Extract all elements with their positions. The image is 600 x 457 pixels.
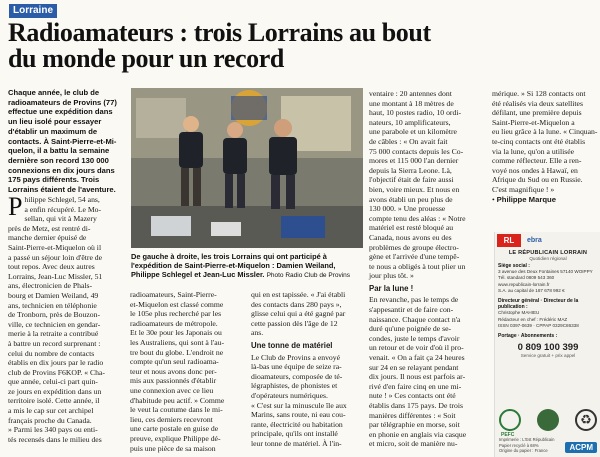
text-line: sur 24 en se relayant pendant [369, 362, 459, 372]
text-line: mores et 115 000 l'an dernier [369, 156, 459, 166]
text-line: ans. [251, 328, 264, 338]
text-line: bien, voire mieux. Et nous en [369, 184, 460, 194]
text-line: des contacts dans 280 pays », [251, 299, 342, 309]
text-line: contacts. À Saint-Pierre-et-Mi- [8, 136, 117, 146]
text-line: duré qu'une poignée de se- [369, 324, 452, 334]
caption-line-text: Philippe Schlegel et Jean-Luc Missler. [131, 270, 265, 279]
text-line: merie à la retraite a contribué [8, 329, 99, 339]
text-line: compte tenu des aléas : « Notre [369, 213, 466, 223]
text-line: nateurs, 10 amplificateurs, [369, 117, 451, 127]
text-line: voyé nos ondes à Hawaï, en [492, 165, 578, 175]
text-line: condes, juste le temps d'avoir [369, 333, 460, 343]
text-line: et-Miquelon est classé comme [130, 299, 224, 309]
text-line: ville, ce technicien en gendar- [8, 319, 101, 329]
text-line: Lorrains, Jean-Luc Missler, 51 [8, 271, 103, 281]
capital-line: S.A. au capital de 187 678 992 € [498, 287, 565, 293]
text-line: près de Metz, est rentré di- [8, 223, 91, 233]
signature [492, 195, 600, 205]
text-line: manche dernier épuisé de [8, 233, 87, 243]
text-line: depuis la Sierra Leone. Là, [369, 165, 452, 175]
text-line: matériel est resté bloqué au [369, 223, 454, 233]
text-line: Le Club de Provins a envoyé [251, 352, 341, 362]
photo-credit: Photo Radio Club de Provins [266, 272, 351, 279]
ebra-logo: ebra [527, 237, 542, 244]
text-line: venait. « On a fait ça 24 heures [369, 353, 465, 363]
article-column-1 [8, 192, 124, 444]
rl-logo: RL [497, 234, 521, 247]
text-line: haut, 10 postes radio, 10 ordi- [369, 108, 462, 118]
text-line: que année, celui-ci part quin- [8, 377, 98, 387]
text-line: s'appesantir et de faire con- [369, 305, 454, 315]
text-line: sellan, qui vit à Mazery [24, 214, 97, 224]
text-line: » Parmi les 340 pays ou enti- [8, 425, 98, 435]
pefc-label: PEFC [501, 432, 515, 438]
text-line: te-cinq contacts ont été établis [492, 136, 586, 146]
text-line: l'objectif était de faire aussi [369, 175, 454, 185]
text-line: dernière son record 130 000 [8, 155, 109, 165]
publication-subtitle: Quotidien régional [529, 256, 567, 261]
text-line: a enfin récupéré. Le Mo- [24, 204, 102, 214]
text-line: Saint-Pierre-et-Miquelon a [492, 117, 575, 127]
text-line: établis en dix jours par le radio [8, 358, 104, 368]
direction [495, 296, 600, 331]
text-line: Canada, nous avons eu des [369, 232, 452, 242]
subscription [495, 331, 600, 341]
text-line: dioamateurs, composée de té- [251, 371, 343, 381]
text-line: mis aux passionnés d'établir [130, 376, 217, 386]
print-info-line: Imprimerie : L'Est Républicain [499, 437, 555, 443]
text-line: de câbles : « On avait fait [369, 136, 448, 146]
column-text [251, 353, 367, 449]
masthead-sidebar [494, 232, 600, 457]
recycle-icon: ♻ [575, 409, 597, 431]
text-line: un lieu isolé pour essayer [8, 117, 102, 127]
text-line: défilant, une première depuis [492, 108, 582, 118]
text-line: Saint-Pierre-et-Miquelon où il [8, 242, 102, 252]
text-line: par télégraphie en morse, soit [369, 420, 460, 430]
text-line: d'habitude peu actif. » Comme [130, 395, 225, 405]
text-line: une connexion avec ce lieu [130, 385, 214, 395]
subscription-phone[interactable]: 0 809 100 399 [517, 342, 579, 354]
text-line: et micro, soit de manière nu- [369, 439, 458, 449]
text-line: lieu, ces derniers recevront [130, 414, 213, 424]
text-line: le veut la coutume dans le mi- [130, 405, 223, 415]
subscription-title: Portage · Abonnements : [498, 333, 558, 340]
text-line: teur et nous avons donc per- [130, 366, 217, 376]
text-line: légraphistes, de phonistes et [251, 381, 338, 391]
text-line: tés recensés dans le milieu des [8, 434, 102, 444]
text-line: glisse celui qui a été gagné par [251, 309, 346, 319]
text-line: d'opérateurs numériques. [251, 390, 328, 400]
text-line: gène et l'arrivée d'une tempê- [369, 252, 460, 262]
signature-bullet: • [492, 194, 497, 204]
text-line: Afrique du Sud ou en Russie. [492, 175, 583, 185]
text-line: principale, qu'ils ont installé [251, 429, 338, 439]
text-line: été réalisés via deux satellites [492, 98, 583, 108]
direction-line: Rédacteur en chef : Frédéric MAZ [498, 316, 568, 322]
text-line: une montant à 18 mètres de [369, 98, 454, 108]
column-text [251, 290, 367, 338]
text-line: naissance. Chaque contact n'a [369, 314, 461, 324]
direction-title: Directeur général · Directeur de la publication : [498, 298, 579, 311]
photo-illustration [131, 88, 363, 248]
text-line: puis une pièce de sa maison [130, 443, 216, 453]
headline-line: Radioamateurs : trois Lorrains au bout [8, 18, 431, 47]
dropcap: P [8, 192, 23, 221]
head-office-title: Siège social : [498, 263, 530, 269]
text-line: quelon, il a battu la semaine [8, 146, 110, 156]
text-line: radioamateurs de Provins (77) [8, 97, 117, 107]
text-line: En revanche, pas le temps de [369, 295, 459, 305]
first-lines [8, 192, 124, 233]
text-line: dix jours. Il nous est parfois ar- [369, 372, 466, 382]
text-line: établis dans 175 pays. De trois [369, 401, 463, 410]
print-info-line: Papier recyclé à 68% [499, 442, 539, 448]
text-line: en phonie en anglais via casque [369, 429, 467, 439]
caption-line: l'expédition de Saint-Pierre-et-Miquelon : Damien Weiland, [131, 261, 336, 270]
print-info [499, 437, 563, 453]
column-text [492, 89, 600, 195]
text-line: effectue une expédition dans [8, 107, 113, 117]
article-column-5 [492, 89, 600, 204]
author-name: Philippe Marque [496, 194, 556, 204]
column-text [8, 233, 124, 444]
column-text [369, 89, 483, 281]
text-line: de Tronborn, près de Bouzon- [8, 310, 101, 320]
text-line: te nous a obligés à tout plier un [369, 261, 466, 271]
head-office-line: 3 avenue des Deux Fontaines 57140 WOIPPY [498, 269, 593, 275]
acpm-logo: ACPM [565, 442, 597, 453]
text-line: tout repos. Avec deux autres [8, 262, 95, 272]
article-column-4 [369, 89, 483, 449]
text-line: connexions en dix jours dans [8, 165, 115, 175]
text-line: hilippe Schlegel, 54 ans, [24, 195, 100, 204]
text-line: nute ! » Ces contacts ont été [369, 391, 456, 401]
pefc-logo-icon [499, 409, 521, 431]
text-line: « C'est sur la minuscule île aux [251, 400, 347, 410]
text-line: comme réflecteur. Elle a ren- [492, 156, 582, 166]
text-line: celui du nombre de contacts [8, 348, 95, 358]
text-line: compte qu'un seul radioama- [130, 357, 219, 367]
text-line: qui en est tapissée. « J'ai établi [251, 290, 346, 299]
sidebar-logos [495, 232, 600, 247]
article-column-3 [251, 290, 367, 449]
text-line: jour plus tôt. » [369, 271, 414, 281]
column-text [369, 295, 483, 449]
text-line: ans, technicien en téléphonie [8, 300, 97, 310]
text-line: Marins, sans route, ni eau cou- [251, 410, 346, 420]
subheading: Par la lune ! [369, 283, 414, 293]
text-line: une carte postale en guise de [130, 424, 219, 434]
print-info-line: Origine du papier : France [499, 447, 548, 453]
text-line: les Australiens, qui sont à l'au- [130, 337, 225, 347]
text-line: 130 000. » Une prouesse [369, 204, 446, 214]
caption-line [131, 270, 363, 280]
photo-caption [131, 252, 363, 280]
text-line: Chaque année, le club de [8, 88, 100, 97]
text-line: Et le 30e pour les Japonais ou [130, 328, 222, 338]
text-line: avons établi un peu plus de [369, 194, 453, 204]
head-office-line: www.republicain-lorrain.fr [498, 281, 550, 287]
text-line: 75 000 contacts depuis les Co- [369, 146, 464, 156]
text-line: bourg et Damien Weiland, 49 [8, 290, 99, 300]
environment-logo-icon [537, 409, 559, 431]
text-line: à battre un record surprenant : [8, 338, 101, 348]
text-line: ventaire : 20 antennes dont [369, 89, 452, 98]
text-line: tre bout du globe. L'endroit ne [130, 347, 224, 357]
phone-note: Service gratuit + prix appel [520, 353, 576, 359]
text-line: preuve, explique Philippe dé- [130, 433, 221, 443]
text-line: un retour et de voir d'où il pro- [369, 343, 464, 353]
text-line: eu lieu grâce à la lune. « Cinquan- [492, 127, 598, 137]
caption-line: De gauche à droite, les trois Lorrains qui ont participé à [131, 252, 327, 261]
text-line: C'est magnifique ! » [492, 184, 555, 194]
headline-line: du monde pour un record [8, 44, 284, 73]
text-line: radioamateurs, Saint-Pierre- [130, 290, 217, 299]
text-line: le 105e plus recherché par les [130, 309, 222, 319]
text-line: leur tonne de matériel. À l'in- [251, 438, 342, 448]
text-line: 175 pays différents. Trois [8, 175, 100, 185]
text-line: manières différentes : « Soit [369, 410, 456, 420]
text-line: mérique. » Si 128 contacts ont [492, 89, 586, 98]
article-photo [131, 88, 363, 248]
text-line: d'établir un maximum de [8, 126, 98, 136]
subheading: Une tonne de matériel [251, 340, 333, 350]
certification-logos [499, 409, 597, 431]
text-line: une parabole et un kilomètre [369, 127, 457, 137]
head-office [495, 261, 600, 296]
text-line: problèmes de groupe électro- [369, 242, 459, 252]
direction-line: Christophe MAHIEU [498, 310, 540, 316]
text-line: rante, électricité ou habitation [251, 419, 343, 429]
article-column-2 [130, 290, 246, 453]
text-line: a passé un séjour loin d'être de [8, 252, 103, 262]
text-line: territoire isolé. Cette année, il [8, 396, 100, 406]
text-line: là-bas une équipe de seize ra- [251, 362, 342, 372]
issn-line: ISSN 0397-0639 · CPPAP 0329C86338 [498, 322, 579, 328]
text-line: radioamateurs de métropole. [130, 318, 218, 328]
headline [8, 20, 448, 72]
text-line: via la lune, qu'on a utilisée [492, 146, 575, 156]
head-office-line: Tél. standard 0809 543 360 [498, 275, 555, 281]
publication-name: LE RÉPUBLICAIN LORRAIN [508, 250, 588, 256]
text-line: rivé d'en faire cinq en une mi- [369, 381, 462, 391]
text-line: français proche du Canada. [8, 415, 92, 425]
text-line: ze jours en expédition dans un [8, 386, 102, 396]
section-tag: Lorraine [9, 4, 57, 18]
text-line: a mis le cap sur cet archipel [8, 406, 94, 416]
text-line: cette passion dès l'âge de 12 [251, 318, 338, 328]
text-line: ans, électronicien de Phals- [8, 281, 93, 291]
text-line: Lorrains étaient de l'aventure. [8, 185, 116, 195]
text-line: club de Provins F6KOP. « Cha- [8, 367, 105, 377]
lede [8, 88, 122, 195]
